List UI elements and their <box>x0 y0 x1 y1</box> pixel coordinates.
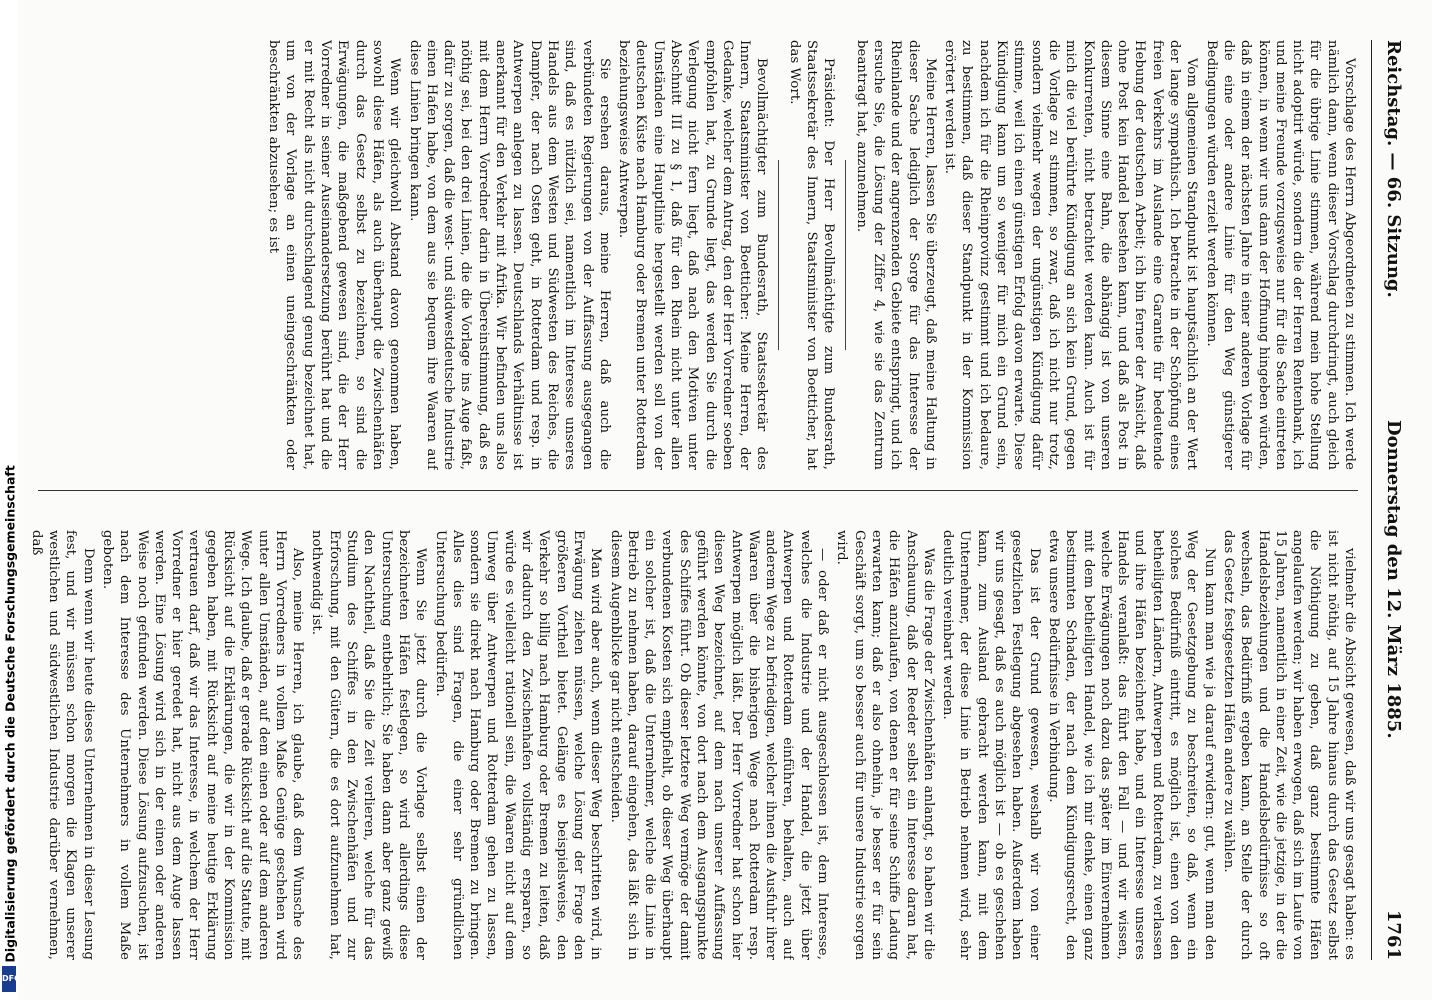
paragraph: Vom allgemeinen Standpunkt ist hauptsächlich an der Wert der lange sympathisch. Ich betrachte in der Schöpfung eines freien Verkehrs im Auslande eine Garantie für bedeutende Hebung der deutschen Arbeit; ich bin ferner der Ansicht, daß ohne Post kein Handel bestehen kann, und daß als Post in diesem Sinne eine Bahn, die abhängig ist von unseren Konkurrenten, nicht betrachtet werden kann. Auch ist für mich die viel berührte Kündigung an sich kein Grund, gegen die Vorlage zu stimmen, so zwar, daß ich nicht nur trotz, sondern vielmehr wegen der ungünstigen Kündigung dafür stimme, weil ich einen günstigen Erfolg davon erwarte. Diese Kündigung kann um so weniger für mich ein Grund sein, nachdem ich für die Rheinprovinz gestimmt und ich bedaure, zu bestimmen, daß dieser Standpunkt in der Kommission erörtert werden ist. <box>942 40 1200 470</box>
text-column-right <box>28 530 1358 960</box>
paragraph: Sie ersehen daraus, meine Herren, daß auch die verbündeten Regierungen von der Auffassung ausgegangen sind, daß es nützlich sei, namentlich im Interesse unseres Handels aus dem Westen und Südwesten des Reiches, die Dampfer, der nach Osten geht, in Rotterdam und resp. in Antwerpen anlegen zu lassen. Deutschlands Verhältnisse ist anerkannt für den Verkehr mit Afrika. Wir befinden uns also mit dem Herrn Vorredner darin in Übereinstimmung, daß es nöthig sei, bei den drei Linien, die die Vorlage ins Auge faßt, dafür zu sorgen, daß die west- und südwestdeutsche Industrie einen Hafen habe, von dem aus sie bequem ihre Waaren auf diese Linien bringen kann. <box>406 40 612 470</box>
paragraph: Man wird aber auch, wenn dieser Weg beschritten wird, in Erwägung ziehen müssen, welche Lösung der Frage den größeren Vortheil bietet. Gelänge es beispielsweise, den Verkehr so billig nach Hamburg oder Bremen zu leiten, daß wir dadurch den Zwischenhafen vollständig ersparen, so würde es vielleicht rationell sein, die Waaren nicht auf dem Umweg über Antwerpen und Rotterdam gehen zu lassen, sondern sie direkt nach Hamburg oder Bremen zu bringen. Alles dies sind Fragen, die einer sehr gründlichen Untersuchung bedürfen. <box>432 530 604 960</box>
dfg-logo: DFG <box>2 966 16 992</box>
paragraph: Präsident: Der Herr Bevollmächtigte zum Bundesrath, Staatssekretär des Innern, Staatsminister von Boetticher, hat das Wort. <box>786 40 837 470</box>
page-number: 1761 <box>1383 909 1404 960</box>
paragraph: Was die Frage der Zwischenhäfen anlangt, so haben wir die Anschauung, daß der Reeder selbst ein Interesse daran hat, die Häfen anzulaufen, von denen er für seine Schiffe Ladung erwarten kann; daß er also ohnehin, je besser er für sein Geschäft sorgt, um so besser auch für unsere Industrie sorgen wird. <box>834 530 936 960</box>
paragraph: Wenn wir gleichwohl Abstand davon genommen haben, sowohl diese Häfen, als auch überhaupt die Zwischenhäfen durch das Gesetz selbst zu bezeichnen, so sind die Erwägungen, die maßgebend gewesen sind, die der Herr Vorredner in seiner Auseinandersetzung berührt hat und die er mit Recht als nicht durchschlagend genug bezeichnet hat, um von der Vorlage an einen uneingeschränkten oder beschränkten abzusehen; es ist <box>266 40 403 470</box>
paragraph: Bevollmächtigter zum Bundesrath, Staatssekretär des Innern, Staatsminister von Boetticher: Meine Herren, der Gedanke, welcher dem Antrag, den der Herr Vorredner soeben empfohlen hat, zu Grunde liegt, das werden Sie durch die Verlegung nicht fern liegt, daß nach den Motiven unter Abschnitt III zu § 1, daß für den Rhein nicht unter allen Umständen eine Hauptlinie hergestellt werden soll von der deutschen Küste nach Hamburg oder Bremen unter Rotterdam beziehungsweise Antwerpen. <box>616 40 770 470</box>
column-divider <box>38 490 1358 491</box>
section-rule <box>779 160 780 350</box>
paragraph: Wenn Sie jetzt durch die Vorlage selbst einen der bezeichneten Häfen festlegen, so wird allerdings diese Untersuchung entbehrlich; Sie haben dann aber ganz gewiß den Nachtheil, daß Sie die Zeit verlieren, welche für das Studium des Schiffes in den Zwischenhäfen und zur Erforschung, mit den Gütern, die es dort aufzunehmen hat, nothwendig ist. <box>309 530 429 960</box>
paragraph: Vorschlage des Herrn Abgeordneten zu stimmen. Ich werde nämlich dann, wenn dieser Vorschlag durchdringt, auch gleich für die übrige Linie stimmen, während mein hohe Stellung nicht adoptirt würde, sondern die der Herren Rentenbank, ich und meine Freunde vorzugsweise nur für die Sache eintreten können, in wenn wir uns dann der Hoffnung hingeben würden, daß in einem der nächsten Jahre in einer anderen Vorlage für die eine oder andere Linie für den Weg günstigerer Bedingungen würden erzielt werden können. <box>1203 40 1357 470</box>
paragraph: Denn wenn wir heute dieses Unternehmen in dieser Lesung fest, und wir müssen schon morgen die Klagen unserer westlichen und südwestlichen Industrie darüber vernehmen, daß <box>28 530 96 960</box>
digitization-note: Digitalisierung gefördert durch die Deutsche Forschungsgemeinschaft <box>2 465 18 963</box>
paragraph: Nun kann man wie ja darauf erwidern: gut, wenn man den Weg der Gesetzgebung zu beschreiten, so daß, wenn ein solches Bedürfniß eintritt, es möglich ist, einen von den betheiligten Ländern, Antwerpen und Rotterdam, zu verlassen und ihre Häfen bezeichnet habe, und ein Interesse unseres Handels veranlaßt: das führt den Fall — und wir wissen, welche Erwägungen noch dazu das später im Einvernehmen mit dem betheiligten Handel, wie ich mir denke, einen ganz bestimmten Schaden, der nach dem Kündigungsrecht, den etwa unsere Bedürfnisse in Verbindung. <box>1045 530 1217 960</box>
page-header <box>1371 40 1412 960</box>
paragraph: vielmehr die Absicht gewesen, daß wir uns gesagt haben: es ist nicht nöthig, auf 15 Jahre hinaus durch das Gesetz selbst die Nöthigung zu geben, daß ganz bestimmte Häfen angelaufen werden; wir haben erwogen, daß sich im Laufe von 15 Jahren, namentlich in einer Zeit, wie die jetzige, in der die Handelsbeziehungen und die Handelsbedürfnisse so oft wechseln, das Bedürfniß ergeben kann, an Stelle der durch das Gesetz festgesetzten Häfen andere zu wählen. <box>1220 530 1357 960</box>
paragraph: Meine Herren, lassen Sie überzeugt, daß meine Haltung in dieser Sache lediglich der Sorge für das Interesse der Rheinlande und der angrenzenden Gebiete entspringt, und ich ersuche Sie, die Lösung der Ziffer 4, wie sie das Zentrum beantragt hat, anzunehmen. <box>853 40 938 470</box>
paragraph: Das ist der Grund gewesen, weshalb wir von einer gesetzlichen Festlegung abgesehen haben. Außerdem haben wir uns gesagt, daß es auch möglich ist — ob es geschehen kann, zum Ausland gebracht werden kann, mit dem Unternehmer, der diese Linie in Betrieb nehmen wird, sehr deutlich vereinbart werden. <box>940 530 1042 960</box>
section-rule <box>845 160 846 350</box>
paragraph: — oder daß er nicht ausgeschlossen ist, dem Interesse, welches die Industrie und der Handel, die jetzt über Antwerpen und Rotterdam einführen, behalten, auch auf anderem Wege zu befriedigen, welcher ihnen die Ausfuhr ihrer Waaren über die bisherigen Wege nach Rotterdam resp. Antwerpen möglich läßt. Der Herr Vorredner hat schon hier diesen Weg bezeichnet, auf dem nach unserer Auffassung geführt werden könnte, von dort nach dem Ausgangspunkte des Schiffes führt. Ob dieser letztere Weg vermöge der damit verbundenen Kosten sich empfiehlt, ob dieser Weg überhaupt ein solcher ist, daß die Unternehmer, welche die Linie in Betrieb zu nehmen haben, darauf eingehen, das läßt sich in diesem Augenblicke gar nicht entscheiden. <box>607 530 831 960</box>
paragraph: Also, meine Herren, ich glaube, daß dem Wunsche des Herrn Vorredners in vollem Maße Genüge geschehen wird unter allen Umständen, auf dem einen oder auf dem anderen Wege. Ich glaube, daß er gerade Rücksicht auf die Statute, mit Rücksicht auf die Erklärungen, die wir in der Kommission gegeben haben, mit Rücksicht auf meine heutige Erklärung vertrauen darf, daß wir das Interesse, in welchem der Herr Vorredner er hier geredet hat, nicht aus dem Auge lassen werden. Eine Lösung wird sich in der einen oder anderen Weise noch gefunden werden. Diese Lösung aufzusuchen, ist nach dem Interesse des Unternehmers in vollem Maße geboten. <box>99 530 306 960</box>
header-date: Donnerstag den 12. März 1885. <box>1383 420 1404 739</box>
header-session: Reichstag. — 66. Sitzung. <box>1383 40 1404 298</box>
digitization-strip <box>0 0 21 1000</box>
text-column-left <box>28 40 1358 470</box>
